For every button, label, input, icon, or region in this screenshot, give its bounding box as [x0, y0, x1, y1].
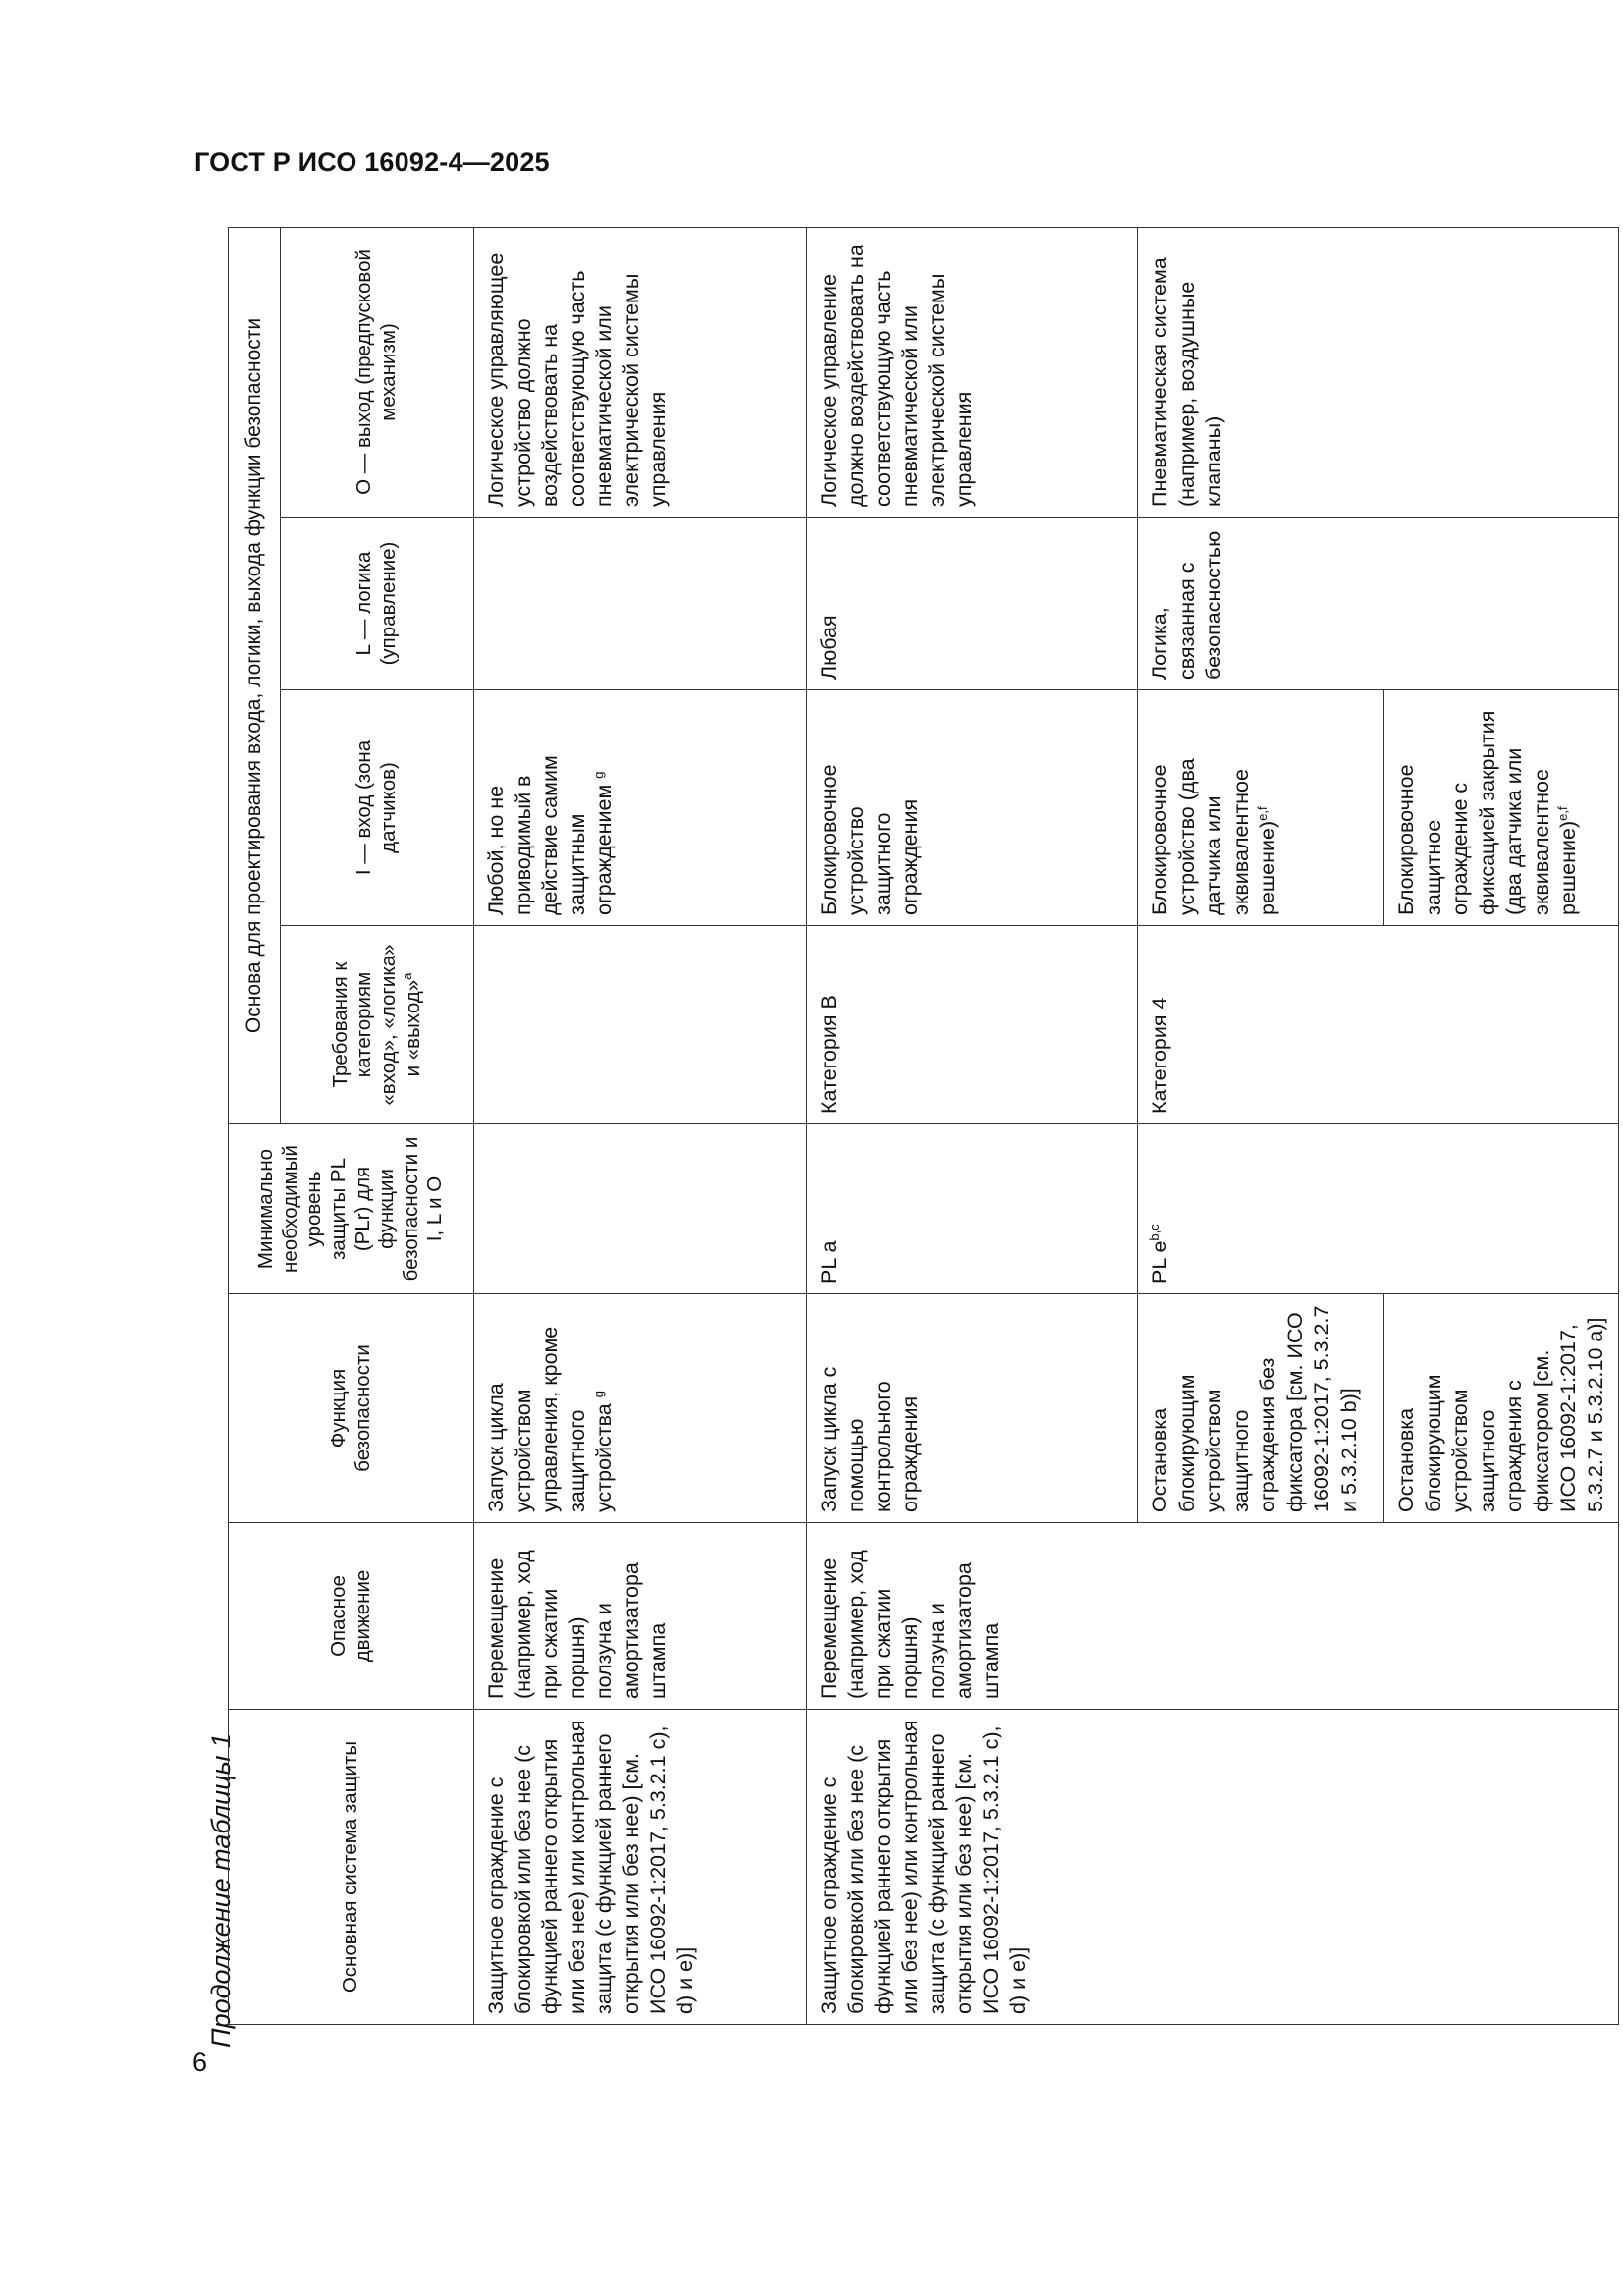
cell-function: Запуск цикла устройством управления, кроме защитного устройства $^g$ — [474, 1294, 807, 1523]
cell-input: Любой, но не приводимый в действие самим защитным ограждением $^g$ — [474, 690, 807, 926]
table-continuation-caption: Продолжение таблицы 1 — [206, 1732, 236, 2048]
header-motion: Опасное движение — [229, 1523, 474, 1710]
cell-category: Категория 4 — [1138, 926, 1619, 1124]
cell-function: Остановка блокирующим устройством защитного ограждения с фиксатором [см. ИСО 16092-1:2017, 5.3.2.7 и 5.3.2.10 a)] — [1384, 1294, 1619, 1523]
table-header-row-1 — [229, 227, 281, 2024]
page-number: 6 — [192, 2048, 208, 2077]
cell-category: Категория B — [807, 926, 1138, 1124]
cell-input: Блокировочное устройство защитного ограждения — [807, 690, 1138, 926]
cell-logic: Логика, связанная с безопасностью — [1138, 518, 1619, 690]
header-input: I — вход (зона датчиков) — [281, 690, 474, 926]
cell-input: Блокировочное устройство (два датчика или эквивалентное решение)$^{e,f}$ — [1138, 690, 1384, 926]
cell-function: Остановка блокирующим устройством защитного ограждения без фиксатора [см. ИСО 16092-1:2017, 5.3.2.7 и 5.3.2.10 b)] — [1138, 1294, 1384, 1523]
cell-output: Пневматическая система (например, воздушные клапаны) — [1138, 227, 1619, 517]
header-category: Требования к категориям «вход», «логика» и «выход»$^a$ — [281, 926, 474, 1124]
cell-pl: PL $e^{b,c}$ — [1138, 1124, 1619, 1294]
rotated-table-container — [228, 228, 1607, 2025]
cell-logic — [474, 518, 807, 690]
cell-output: Логическое управляющее устройство должно воздействовать на соответствующую часть пневматической или электрической системы управления — [474, 227, 807, 517]
header-group: Основа для проектирования входа, логики, выхода функции безопасности — [229, 227, 281, 1123]
header-pl: Минимально необходимый уровень защиты PL (PLr) для функции безопасности и I, L и O — [229, 1124, 474, 1294]
safety-functions-table — [228, 227, 1619, 2025]
header-logic: L — логика (управление) — [281, 518, 474, 690]
header-output: O — выход (предпусковой механизм) — [281, 227, 474, 517]
cell-pl: PL a — [807, 1124, 1138, 1294]
cell-input: Блокировочное защитное ограждение с фиксацией закрытия (два датчика или эквивалентное решение)$^{e,f}$ — [1384, 690, 1619, 926]
cell-logic: Любая — [807, 518, 1138, 690]
cell-motion: Перемещение (например, ход при сжатии поршня) ползуна и амортизатора штампа — [807, 1523, 1619, 1710]
cell-system: Защитное ограждение с блокировкой или без нее (с функцией раннего открытия или без нее) или контрольная защита (с функцией раннего открытия или без нее) [см. ИСО 16092-1:2017, 5.3.2.1 c), d) и e)] — [474, 1710, 807, 2025]
cell-system: Защитное ограждение с блокировкой или без нее (с функцией раннего открытия или без нее) или контрольная защита (с функцией раннего открытия или без нее) [см. ИСО 16092-1:2017, 5.3.2.1 c), d) и e)] — [807, 1710, 1619, 2025]
document-title: ГОСТ Р ИСО 16092-4—2025 — [194, 147, 550, 177]
header-function: Функция безопасности — [229, 1294, 474, 1523]
cell-function: Запуск цикла с помощью контрольного ограждения — [807, 1294, 1138, 1523]
table-row — [474, 227, 807, 2024]
cell-category — [474, 926, 807, 1124]
cell-motion: Перемещение (например, ход при сжатии поршня) ползуна и амортизатора штампа — [474, 1523, 807, 1710]
cell-pl — [474, 1124, 807, 1294]
header-system: Основная система защиты — [229, 1710, 474, 2025]
table-row — [807, 227, 1138, 2024]
cell-output: Логическое управление должно воздействовать на соответствующую часть пневматической или электрической системы управления — [807, 227, 1138, 517]
